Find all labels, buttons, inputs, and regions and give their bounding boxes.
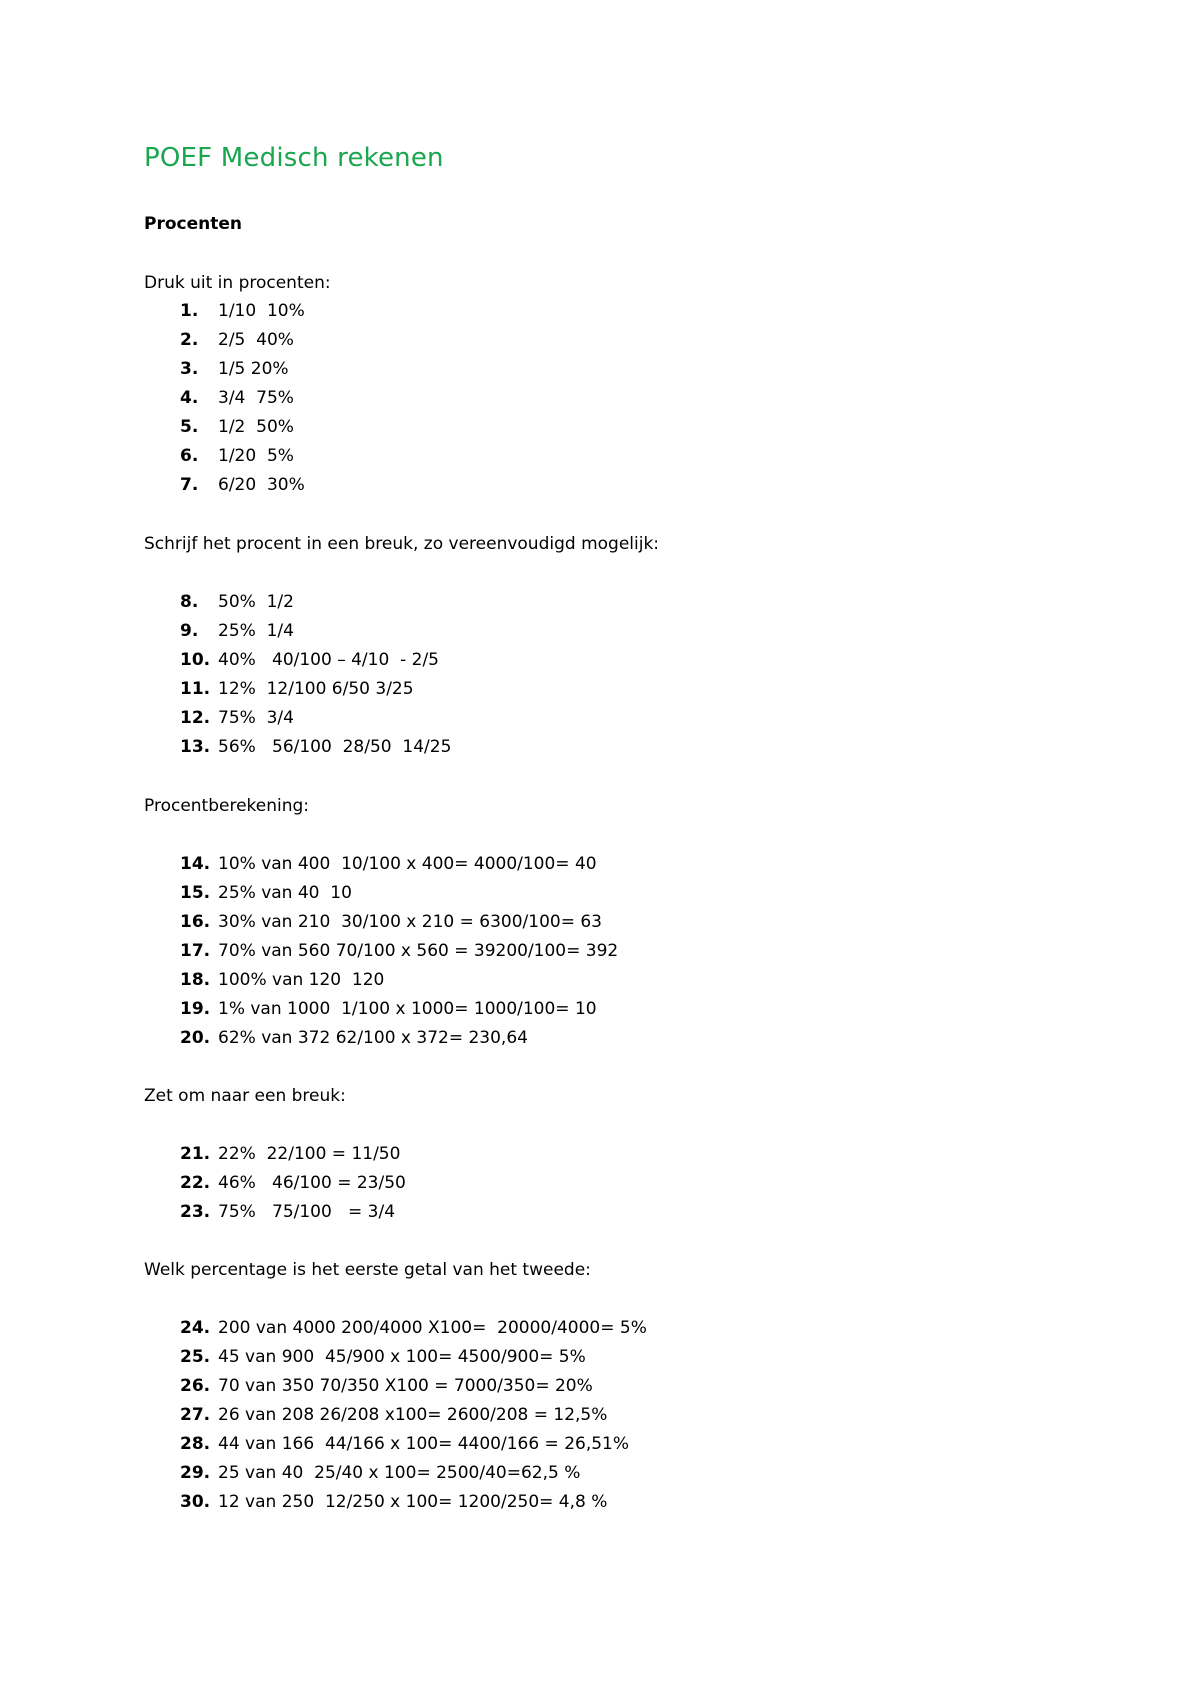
item-text: 70 van 350 70/350 X100 = 7000/350= 20%: [218, 1376, 593, 1396]
section-intro: Druk uit in procenten:: [144, 273, 331, 293]
item-text: 25% van 40 10: [218, 883, 352, 903]
item-text: 100% van 120 120: [218, 970, 385, 990]
item-number: 14.: [180, 854, 211, 874]
section-intro: Zet om naar een breuk:: [144, 1086, 346, 1106]
item-text: 46% 46/100 = 23/50: [218, 1173, 406, 1193]
item-text: 75% 75/100 = 3/4: [218, 1202, 396, 1222]
section-intro: Procentberekening:: [144, 796, 310, 816]
item-text: 44 van 166 44/166 x 100= 4400/166 = 26,51%: [218, 1434, 630, 1454]
item-text: 62% van 372 62/100 x 372= 230,64: [218, 1028, 528, 1048]
item-text: 3/4 75%: [218, 388, 294, 408]
item-number: 24.: [180, 1318, 211, 1338]
item-number: 6.: [180, 446, 199, 466]
item-number: 13.: [180, 737, 211, 757]
list-item: [144, 1433, 1144, 1462]
list-item: [144, 1317, 1144, 1346]
item-number: 25.: [180, 1347, 211, 1367]
item-text: 12% 12/100 6/50 3/25: [218, 679, 414, 699]
list-item: [144, 911, 1144, 940]
list-item: [144, 329, 1144, 358]
exercise-list: [144, 300, 1144, 503]
list-item: [144, 387, 1144, 416]
item-text: 50% 1/2: [218, 592, 294, 612]
list-item: [144, 620, 1144, 649]
list-item: [144, 1462, 1144, 1491]
item-text: 30% van 210 30/100 x 210 = 6300/100= 63: [218, 912, 602, 932]
item-text: 40% 40/100 – 4/10 - 2/5: [218, 650, 439, 670]
item-text: 2/5 40%: [218, 330, 294, 350]
list-item: [144, 707, 1144, 736]
item-text: 10% van 400 10/100 x 400= 4000/100= 40: [218, 854, 597, 874]
item-text: 70% van 560 70/100 x 560 = 39200/100= 392: [218, 941, 619, 961]
item-text: 1/5 20%: [218, 359, 289, 379]
item-number: 5.: [180, 417, 199, 437]
list-item: [144, 1491, 1144, 1520]
item-number: 18.: [180, 970, 211, 990]
list-item: [144, 358, 1144, 387]
item-text: 6/20 30%: [218, 475, 305, 495]
exercise-list: [144, 1143, 1144, 1230]
list-item: [144, 300, 1144, 329]
item-number: 9.: [180, 621, 199, 641]
list-item: [144, 678, 1144, 707]
item-number: 2.: [180, 330, 199, 350]
item-text: 1/20 5%: [218, 446, 294, 466]
item-number: 11.: [180, 679, 211, 699]
item-number: 4.: [180, 388, 199, 408]
item-text: 26 van 208 26/208 x100= 2600/208 = 12,5%: [218, 1405, 608, 1425]
item-number: 19.: [180, 999, 211, 1019]
list-item: [144, 1201, 1144, 1230]
item-number: 26.: [180, 1376, 211, 1396]
item-number: 7.: [180, 475, 199, 495]
item-number: 28.: [180, 1434, 211, 1454]
item-text: 45 van 900 45/900 x 100= 4500/900= 5%: [218, 1347, 586, 1367]
item-text: 25% 1/4: [218, 621, 294, 641]
item-number: 16.: [180, 912, 211, 932]
list-item: [144, 1375, 1144, 1404]
item-number: 30.: [180, 1492, 211, 1512]
list-item: [144, 940, 1144, 969]
item-text: 200 van 4000 200/4000 X100= 20000/4000= 5%: [218, 1318, 647, 1338]
list-item: [144, 998, 1144, 1027]
item-number: 10.: [180, 650, 211, 670]
list-item: [144, 1346, 1144, 1375]
item-number: 15.: [180, 883, 211, 903]
list-item: [144, 882, 1144, 911]
list-item: [144, 1404, 1144, 1433]
list-item: [144, 1027, 1144, 1056]
item-text: 25 van 40 25/40 x 100= 2500/40=62,5 %: [218, 1463, 581, 1483]
list-item: [144, 1172, 1144, 1201]
exercise-list: [144, 853, 1144, 1056]
item-number: 12.: [180, 708, 211, 728]
item-text: 1/2 50%: [218, 417, 294, 437]
list-item: [144, 474, 1144, 503]
item-number: 29.: [180, 1463, 211, 1483]
item-number: 23.: [180, 1202, 211, 1222]
exercise-list: [144, 1317, 1144, 1520]
item-number: 3.: [180, 359, 199, 379]
item-number: 20.: [180, 1028, 211, 1048]
exercise-list: [144, 591, 1144, 765]
section-heading: Procenten: [144, 214, 242, 234]
list-item: [144, 591, 1144, 620]
item-text: 22% 22/100 = 11/50: [218, 1144, 401, 1164]
item-number: 22.: [180, 1173, 211, 1193]
item-number: 17.: [180, 941, 211, 961]
list-item: [144, 736, 1144, 765]
item-number: 27.: [180, 1405, 211, 1425]
list-item: [144, 416, 1144, 445]
item-text: 56% 56/100 28/50 14/25: [218, 737, 452, 757]
list-item: [144, 1143, 1144, 1172]
item-number: 1.: [180, 301, 199, 321]
list-item: [144, 969, 1144, 998]
item-text: 75% 3/4: [218, 708, 294, 728]
list-item: [144, 649, 1144, 678]
item-number: 21.: [180, 1144, 211, 1164]
list-item: [144, 445, 1144, 474]
section-intro: Schrijf het procent in een breuk, zo vereenvoudigd mogelijk:: [144, 534, 660, 554]
item-number: 8.: [180, 592, 199, 612]
document-title: POEF Medisch rekenen: [144, 143, 444, 173]
item-text: 1% van 1000 1/100 x 1000= 1000/100= 10: [218, 999, 597, 1019]
item-text: 12 van 250 12/250 x 100= 1200/250= 4,8 %: [218, 1492, 608, 1512]
item-text: 1/10 10%: [218, 301, 305, 321]
list-item: [144, 853, 1144, 882]
section-intro: Welk percentage is het eerste getal van het tweede:: [144, 1260, 591, 1280]
